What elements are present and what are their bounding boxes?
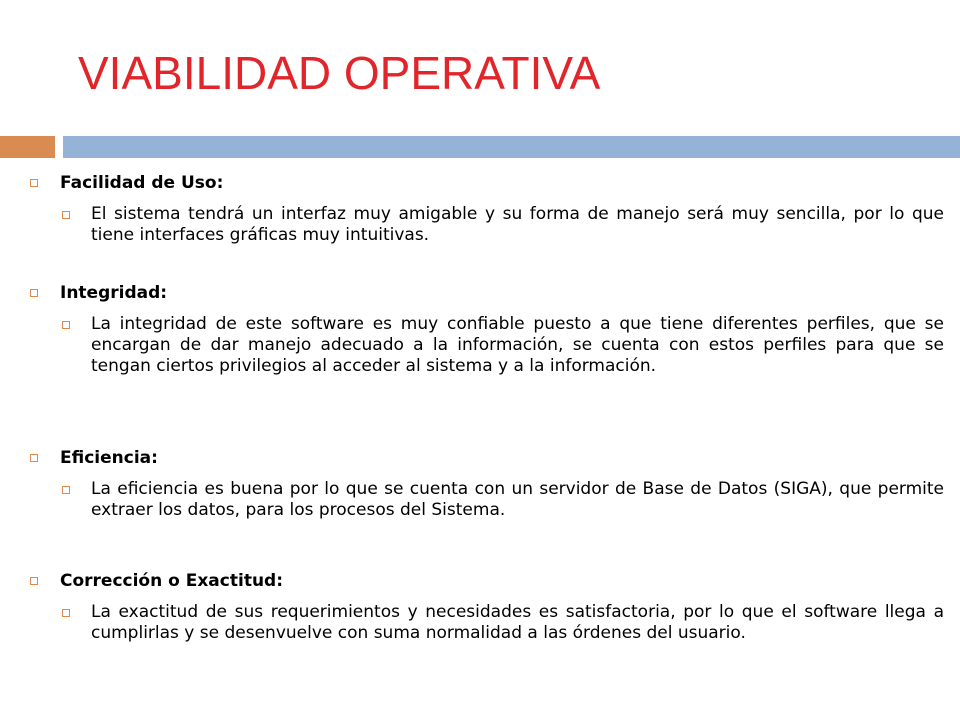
- square-bullet-icon: [30, 577, 38, 585]
- square-bullet-icon: [30, 289, 38, 297]
- section-heading: Facilidad de Uso:: [60, 173, 224, 193]
- slide-content: [28, 172, 944, 660]
- section-eficiencia: [28, 447, 944, 570]
- section-heading: Integridad:: [60, 283, 168, 303]
- section-body: La exactitud de sus requerimientos y necesidades es satisfactoria, por lo que el software llega a cumplirlas y se desenvuelve con suma normalidad a las órdenes del usuario.: [91, 602, 944, 643]
- square-bullet-icon: [30, 179, 38, 187]
- slide-title: VIABILIDAD OPERATIVA: [78, 47, 601, 99]
- section-body: El sistema tendrá un interfaz muy amigable y su forma de manejo será muy sencilla, por lo que tiene interfaces gráficas muy intuitivas.: [91, 204, 944, 245]
- section-facilidad-de-uso: [28, 172, 944, 282]
- square-bullet-icon: [62, 609, 70, 617]
- section-body: La eficiencia es buena por lo que se cuenta con un servidor de Base de Datos (SIGA), que permite extraer los datos, para los procesos del Sistema.: [91, 479, 944, 520]
- section-heading: Eficiencia:: [60, 448, 158, 468]
- accent-bar-orange: [0, 136, 55, 158]
- square-bullet-icon: [62, 321, 70, 329]
- section-correccion-o-exactitud: [28, 570, 944, 660]
- section-heading: Corrección o Exactitud:: [60, 571, 284, 591]
- accent-bar-blue: [63, 136, 960, 158]
- section-integridad: [28, 282, 944, 447]
- section-body: La integridad de este software es muy confiable puesto a que tiene diferentes perfiles, que se encargan de dar manejo adecuado a la información, se cuenta con estos perfiles para que se tengan ciertos privilegios al acceder al sistema y a la información.: [91, 314, 944, 376]
- square-bullet-icon: [62, 486, 70, 494]
- square-bullet-icon: [30, 454, 38, 462]
- square-bullet-icon: [62, 211, 70, 219]
